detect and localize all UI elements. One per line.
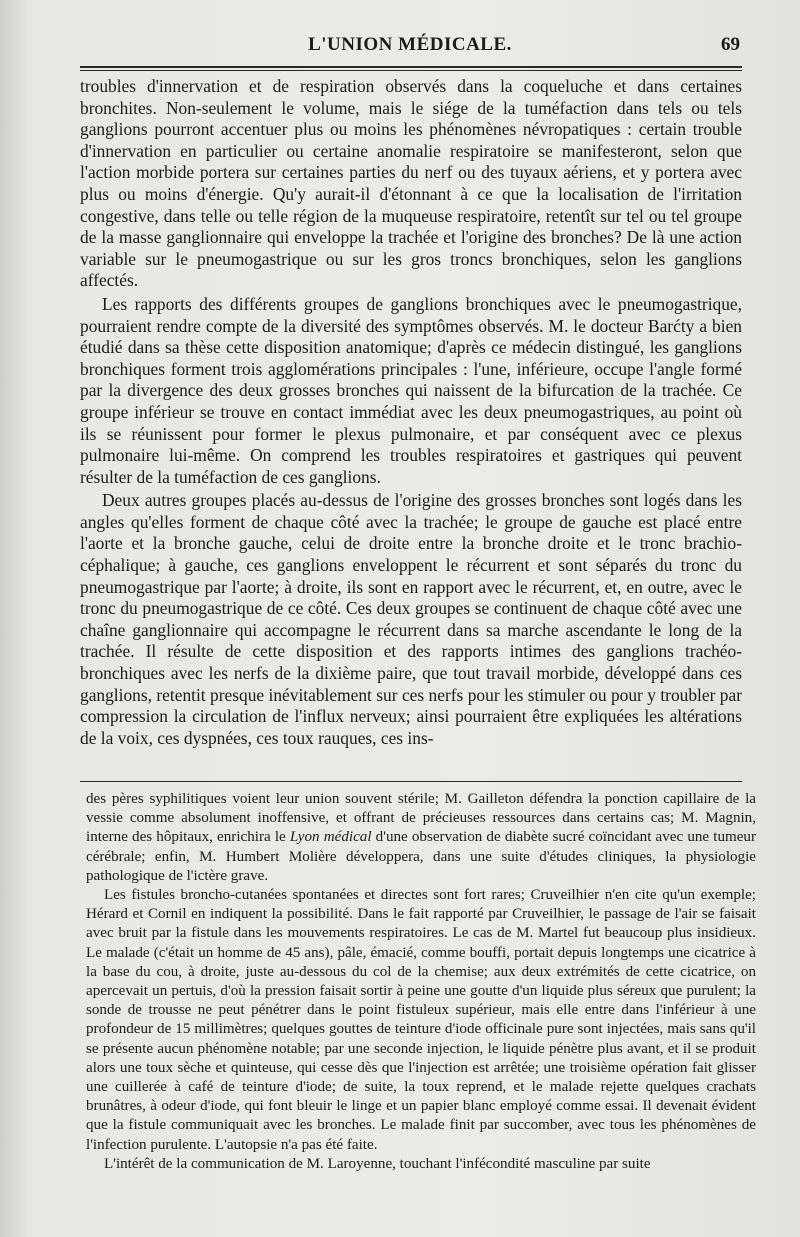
note-paragraph-2: Les fistules broncho-cutanées spontanées et directes sont fort rares; Cruveilhier n'en cite qu'un exemple; Hérard et Cornil en indiquent la possibilité. Dans le fait rapporté par Cruveilhier, le passage de l'air se faisait avec bruit par la fistule dans les mouvements respiratoires. Le cas de M. Martel fut beaucoup plus insidieux. Le malade (c'était un homme de 45 ans), pâle, émacié, comme bouffi, portait depuis longtemps une cicatrice à la base du cou, à droite, juste au-dessous du col de la chemise; aux deux extrémités de cette cicatrice, on apercevait un pertuis, d'où la pression faisait sortir à peine une goutte d'un liquide plus séreux que purulent; la sonde de trousse ne peut pénétrer dans le point fistuleux supérieur, mais elle entre dans l'inférieur à une profondeur de 15 millimètres; quelques gouttes de teinture d'iode officinale pure sont injectées, mais sans qu'il se présente aucun phénomène notable; par une seconde injection, le liquide pénètre plus avant, et il se produit alors une toux sèche et quinteuse, qui cesse dès que l'injection est arrêtée; une troisième opération fait glisser une cuillerée à café de teinture d'iode; de suite, la toux reprend, et le malade rejette quelques crachats brunâtres, à odeur d'iode, qui font bleuir le linge et un papier blanc employé comme essai. Il devenait évident que la fistule communiquait avec les bronches. Le malade finit par succomber, avec tous les phénomènes de l'infection purulente. L'autopsie n'a pas été faite. bbox=[86, 887, 756, 1153]
feuilleton-text bbox=[86, 790, 756, 1174]
note-1-text-b: d'une observation de diabète sucré coïncidant avec une tumeur cérébrale; enfin, M. Humbert Molière développera, dans une suite d'études cliniques, la physiologie pathologique de l'ictère grave. bbox=[86, 829, 757, 884]
note-1-journal-title: Lyon médical bbox=[289, 829, 372, 846]
note-paragraph-1 bbox=[86, 790, 756, 886]
running-title: L'UNION MÉDICALE. bbox=[308, 34, 512, 55]
header-rule-thin bbox=[80, 70, 742, 71]
paragraph-3: Deux autres groupes placés au-dessus de l'origine des grosses bronches sont logés dans les angles qu'elles forment de chaque côté avec la trachée; le groupe de gauche est placé entre l'aorte et la bronche gauche, celui de droite entre la bronche droite et le tronc brachio-céphalique; à gauche, ces ganglions enveloppent le récurrent et sont séparés du tronc du pneumogastrique par l'aorte; à droite, ils sont en rapport avec le récurrent, et, en outre, avec le tronc du pneumogastrique de ce côté. Ces deux groupes se continuent de chaque côté avec une chaîne ganglionnaire qui accompagne le récurrent dans sa marche ascendante le long de la trachée. Il résulte de cette disposition et des rapports intimes des ganglions trachéo-bronchiques avec les nerfs de la dixième paire, que tout travail morbide, développé dans ces ganglions, retentit presque inévitablement sur ces nerfs pour les stimuler ou pour y troubler par compression la circulation de l'influx nerveux; ainsi pourraient être expliquées les altérations de la voix, ces dyspnées, ces toux rauques, ces ins- bbox=[80, 490, 742, 748]
header-rule bbox=[80, 66, 742, 68]
main-text bbox=[80, 76, 742, 749]
note-1-text-a: des pères syphilitiques voient leur union souvent stérile; M. Gailleton défendra la ponction capillaire de la vessie comme absolument inoffensive, et offrant de précieuses ressources dans certains cas; M. Magnin, interne des hôpitaux, enrichira le bbox=[86, 791, 756, 846]
note-paragraph-3: L'intérêt de la communication de M. Laroyenne, touchant l'infécondité masculine par suite bbox=[104, 1155, 651, 1172]
section-divider bbox=[80, 781, 742, 782]
page-header bbox=[80, 30, 740, 62]
paragraph-1: troubles d'innervation et de respiration observés dans la coqueluche et dans certaines bronchites. Non-seulement le volume, mais le siége de la tuméfaction dans tels ou tels ganglions pourront accentuer plus ou moins les phénomènes névropatiques : certain trouble d'innervation en particulier ou certaine anomalie respiratoire se manifesteront, selon que l'action morbide portera sur certaines parties du nerf ou des tuyaux aériens, et y portera avec plus ou moins d'énergie. Qu'y aurait-il d'étonnant à ce que la localisation de l'irritation congestive, dans telle ou telle région de la muqueuse respiratoire, retentît sur tel ou tel groupe de la masse ganglionnaire qui enveloppe la trachée et l'origine des bronches? De là une action variable sur le pneumogastrique ou sur les gros troncs bronchiques, selon les ganglions affectés. bbox=[80, 76, 742, 291]
page-number: 69 bbox=[721, 34, 740, 55]
paragraph-2: Les rapports des différents groupes de ganglions bronchiques avec le pneumogastrique, pourraient rendre compte de la diversité des symptômes observés. M. le docteur Barćty a bien étudié dans sa thèse cette disposition anatomique; d'après ce médecin distingué, les ganglions bronchiques forment trois agglomérations principales : l'une, inférieure, occupe l'angle formé par la divergence des deux grosses bronches qui naissent de la bifurcation de la trachée. Ce groupe inférieur se trouve en contact immédiat avec les deux pneumogastriques, au point où ils se réunissent pour former le plexus pulmonaire, et par conséquent avec ce plexus pulmonaire lui-même. On comprend les troubles respiratoires et gastriques qui peuvent résulter de la tuméfaction de ces ganglions. bbox=[80, 293, 742, 487]
